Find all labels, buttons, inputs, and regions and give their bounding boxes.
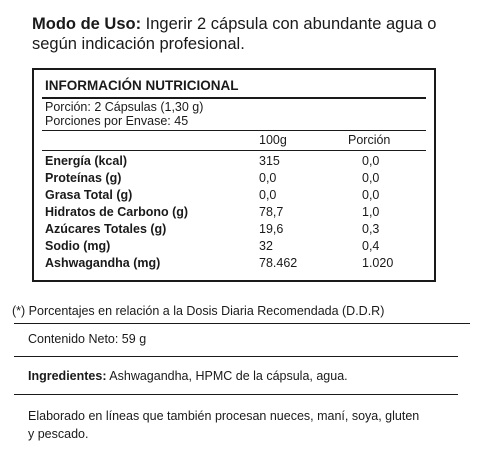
ingredients-label: Ingredientes: [28, 369, 107, 383]
usage-instructions [32, 14, 452, 54]
nutrient-portion: 1.020 [362, 256, 394, 270]
nutrient-per100: 0,0 [259, 171, 277, 185]
nutrient-row-protein [34, 171, 434, 188]
nutrient-portion: 0,4 [362, 239, 380, 253]
nutrient-per100: 315 [259, 154, 280, 168]
ingredients-divider [14, 394, 458, 395]
nutrient-name: Hidratos de Carbono (g) [45, 205, 189, 219]
nutrient-name: Grasa Total (g) [45, 188, 133, 202]
nutrient-row-ashwagandha [34, 256, 434, 273]
column-header-100g: 100g [259, 133, 287, 147]
serving-size: Porción: 2 Cápsulas (1,30 g) [45, 100, 204, 114]
allergen-note: Elaborado en líneas que también procesan nueces, maní, soya, gluten y pescado. [28, 409, 420, 441]
usage-heading: Modo de Uso: [32, 15, 142, 33]
nutrient-row-energy [34, 154, 434, 171]
serving-divider [42, 130, 426, 131]
nutrient-row-sodium [34, 239, 434, 256]
title-divider [42, 97, 426, 99]
net-content: Contenido Neto: 59 g [28, 332, 147, 346]
nutrient-portion: 0,0 [362, 154, 380, 168]
nutrition-facts-panel [32, 68, 436, 282]
nutrient-portion: 0,0 [362, 188, 380, 202]
nutrient-portion: 0,3 [362, 222, 380, 236]
nutrient-portion: 1,0 [362, 205, 380, 219]
nutrient-name: Energía (kcal) [45, 154, 127, 168]
column-header-portion: Porción [348, 133, 391, 147]
ingredients-text: Ashwagandha, HPMC de la cápsula, agua. [106, 369, 348, 383]
nutrient-name: Ashwagandha (mg) [45, 256, 161, 270]
header-divider [42, 150, 426, 151]
nutrient-row-fat [34, 188, 434, 205]
servings-per-container: Porciones por Envase: 45 [45, 114, 189, 128]
nutrient-per100: 78.462 [259, 256, 298, 270]
ingredients [28, 369, 348, 383]
footnote-divider [14, 323, 470, 324]
nutrient-per100: 19,6 [259, 222, 284, 236]
nutrient-row-carbs [34, 205, 434, 222]
nutrient-name: Proteínas (g) [45, 171, 122, 185]
nutrient-per100: 78,7 [259, 205, 284, 219]
usage-text: Ingerir 2 cápsula con abundante agua o según indicación profesional. [32, 15, 437, 53]
nutrient-name: Sodio (mg) [45, 239, 111, 253]
net-content-divider [14, 356, 458, 357]
nutrient-per100: 0,0 [259, 188, 277, 202]
nutrient-row-sugars [34, 222, 434, 239]
ddr-footnote: (*) Porcentajes en relación a la Dosis Diaria Recomendada (D.D.R) [12, 304, 385, 318]
nutrition-title: INFORMACIÓN NUTRICIONAL [45, 78, 239, 93]
nutrient-name: Azúcares Totales (g) [45, 222, 167, 236]
nutrient-portion: 0,0 [362, 171, 380, 185]
nutrient-per100: 32 [259, 239, 273, 253]
